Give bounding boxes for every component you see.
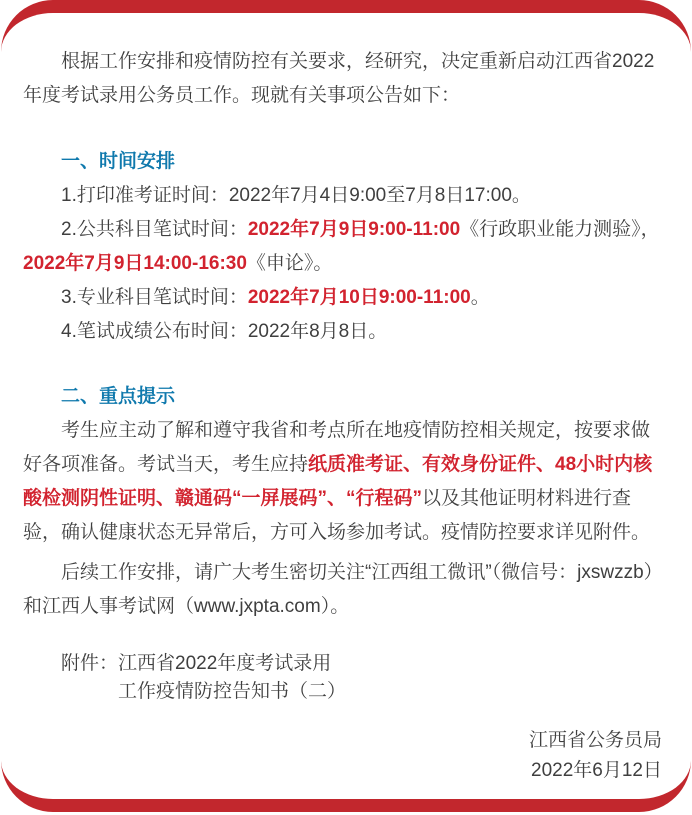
section-1-heading: 一、时间安排 xyxy=(61,151,176,172)
body-text-run: 《行政职业能力测验》， xyxy=(460,219,660,240)
signature-date: 2022年6月12日 xyxy=(531,760,662,781)
schedule-item-4 xyxy=(23,315,662,349)
body-text-run: 4.笔试成绩公布时间：2022年8月8日。 xyxy=(61,321,388,342)
schedule-item-3 xyxy=(23,281,662,315)
notice-paragraph xyxy=(23,414,662,550)
body-text-run: 考生应主动了解和遵守我省和考点所在地疫情防控相关规定，按要求做好各项准备。考试当天，考生应持 xyxy=(23,420,651,475)
intro-paragraph: 根据工作安排和疫情防控有关要求，经研究，决定重新启动江西省2022年度考试录用公务员工作。现就有关事项公告如下： xyxy=(23,51,655,106)
highlight-red-text: 2022年7月9日9:00-11:00 xyxy=(247,219,461,240)
highlight-red-text: 2022年7月9日14:00-16:30 xyxy=(23,253,247,274)
followup-paragraph: 后续工作安排，请广大考生密切关注“江西组工微讯”（微信号：jxswzzb）和江西人事考试网（www.jxpta.com）。 xyxy=(23,562,654,617)
signature-block xyxy=(23,726,662,786)
attachment-line-1: 附件：江西省2022年度考试录用 xyxy=(61,653,332,674)
attachment-line-2: 工作疫情防控告知书（二） xyxy=(118,681,347,702)
section-2-heading: 二、重点提示 xyxy=(61,386,176,407)
schedule-item-2 xyxy=(23,213,662,281)
body-text-run: 以及其他证明材料进行查验，确认健康状态无异常后，方可入场参加考试。疫情防控要求详见附件。 xyxy=(23,488,651,543)
body-text-run: 。 xyxy=(470,287,490,308)
body-text-run: 1.打印准考证时间：2022年7月4日9:00至7月8日17:00。 xyxy=(61,185,531,206)
highlight-red-text: 2022年7月10日9:00-11:00 xyxy=(247,287,471,308)
highlight-red-text: 纸质准考证、有效身份证件、48小时内核酸检测阴性证明、赣通码“一屏展码”、“行程码” xyxy=(23,454,653,509)
schedule-item-1 xyxy=(23,179,662,213)
signature-org: 江西省公务员局 xyxy=(528,730,662,751)
body-text-run: 3.专业科目笔试时间： xyxy=(61,287,248,308)
body-text-run: 《申论》。 xyxy=(246,253,333,274)
attachment-block xyxy=(61,650,662,706)
body-text-run: 2.公共科目笔试时间： xyxy=(61,219,248,240)
